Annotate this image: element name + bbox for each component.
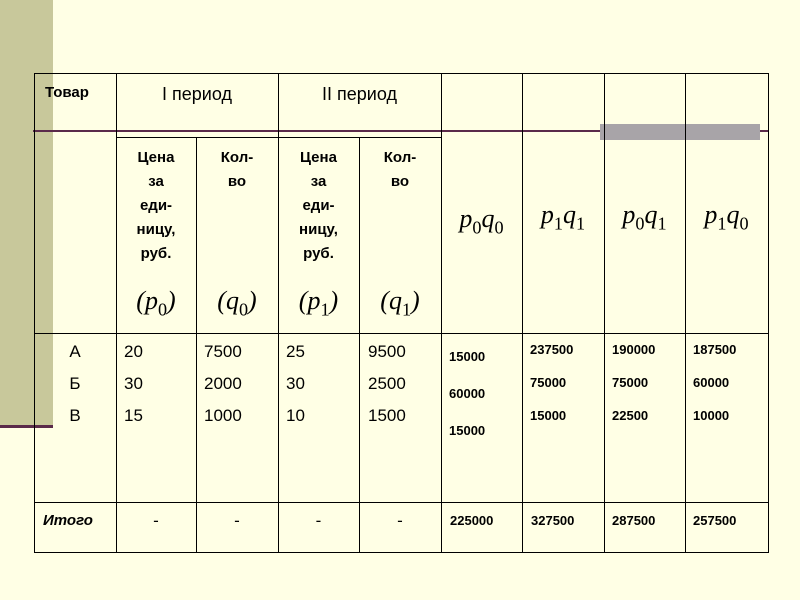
col-p0q1: [612, 341, 684, 440]
table-cell: 15000: [530, 408, 567, 423]
symbol-p1: $(p_1)$: [298, 286, 339, 320]
col-p1q1: [530, 341, 602, 440]
qty-line: во: [390, 173, 410, 190]
table-border-right: [768, 73, 769, 553]
header-bottom-line: [34, 333, 769, 334]
price-line: Цена: [300, 149, 337, 166]
table-cell: 1000: [204, 406, 242, 425]
table-cell: 7500: [204, 342, 242, 361]
col-p0q0: [449, 348, 519, 459]
total-p1q1: 327500: [531, 513, 575, 528]
header-p1q1: $p_1q_1$: [540, 200, 586, 234]
table-cell: 15: [124, 406, 143, 425]
col-q1: [368, 342, 438, 438]
table-cell: 1500: [368, 406, 406, 425]
table-cell: 60000: [449, 386, 486, 401]
total-p0q0: 225000: [450, 513, 494, 528]
table-row: А: [69, 342, 81, 361]
table-cell: 22500: [612, 408, 649, 423]
table-cell: 190000: [612, 342, 656, 357]
total-q0: -: [234, 511, 240, 530]
price-line: за: [148, 173, 164, 190]
table-cell: 75000: [530, 375, 567, 390]
header-p0q0: $p_0q_0$: [459, 204, 504, 238]
col-q0: [204, 342, 274, 438]
table-border-left: [34, 73, 35, 553]
col-line-6: [522, 73, 523, 553]
total-p0: -: [153, 511, 159, 530]
total-p1: -: [315, 511, 322, 530]
table-cell: 2500: [368, 374, 406, 393]
table-cell: 60000: [693, 375, 730, 390]
gray-decor-bar: [600, 124, 760, 140]
table-cell: 20: [124, 342, 143, 361]
header-product: Товар: [45, 84, 89, 101]
symbol-q0: $(q_0)$: [217, 286, 257, 320]
price-line: Цена: [137, 149, 175, 166]
header-price-2: [278, 146, 359, 266]
table-cell: 15000: [449, 349, 486, 364]
total-q1: -: [397, 511, 403, 530]
symbol-q1: $(q_1)$: [380, 286, 420, 320]
header-price-1: [116, 146, 196, 266]
total-p0q1: 287500: [612, 513, 656, 528]
table-cell: 25: [286, 342, 305, 361]
table-cell: 187500: [693, 342, 737, 357]
col-line-8: [685, 73, 686, 553]
price-line: руб.: [140, 245, 172, 262]
total-p1q0: 257500: [693, 513, 737, 528]
price-line: за: [310, 173, 327, 190]
total-label: Итого: [43, 512, 93, 529]
table-cell: 30: [286, 374, 305, 393]
table-cell: 15000: [449, 423, 486, 438]
table-border-top: [34, 73, 769, 74]
col-line-4: [359, 137, 360, 553]
table-row: Б: [69, 374, 81, 393]
qty-line: во: [227, 173, 247, 190]
col-line-5: [441, 73, 442, 553]
price-line: еди-: [302, 197, 335, 214]
header-qty-2: [359, 146, 441, 194]
table-cell: 10: [286, 406, 305, 425]
col-p1q0: [693, 341, 765, 440]
header-qty-1: [196, 146, 278, 194]
header-p0q1: $p_0q_1$: [622, 200, 667, 234]
col-line-2: [196, 137, 197, 553]
row-names: [34, 342, 116, 438]
col-p1: [286, 342, 356, 438]
table-border-bottom: [34, 552, 769, 553]
header-period-2: II период: [322, 84, 397, 104]
table-cell: 2000: [204, 374, 242, 393]
total-top-line: [34, 502, 769, 503]
table-cell: 30: [124, 374, 143, 393]
symbol-p0: $(p_0)$: [136, 286, 176, 320]
qty-line: Кол-: [220, 149, 254, 166]
price-line: ницу,: [299, 221, 338, 238]
table-cell: 9500: [368, 342, 406, 361]
qty-line: Кол-: [383, 149, 417, 166]
table-cell: 10000: [693, 408, 730, 423]
col-p0: [124, 342, 194, 438]
price-line: еди-: [139, 197, 173, 214]
table-cell: 237500: [530, 342, 574, 357]
header-period-1: I период: [162, 84, 232, 104]
price-line: руб.: [303, 245, 334, 262]
price-line: ницу,: [136, 221, 176, 238]
table-row: В: [69, 406, 81, 425]
table-cell: 75000: [612, 375, 649, 390]
header-p1q0: $p_1q_0$: [704, 200, 749, 234]
col-line-7: [604, 73, 605, 553]
